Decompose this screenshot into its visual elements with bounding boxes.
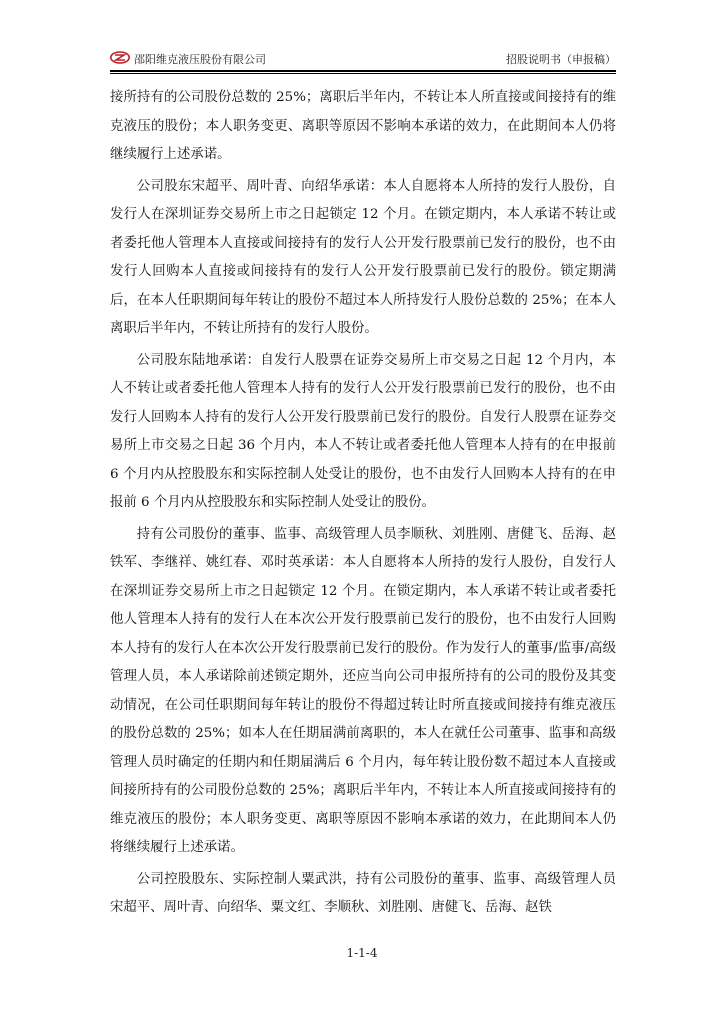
document-type: 招股说明书（申报稿） bbox=[506, 53, 616, 66]
document-body bbox=[110, 84, 616, 926]
header-divider bbox=[110, 70, 616, 72]
header-divider-thin bbox=[110, 73, 616, 74]
paragraph-ludi-commitment: 公司股东陆地承诺：自发行人股票在证券交易所上市交易之日起 12 个月内，本人不转让或者委托他人管理本人持有的发行人公开发行股票前已发行的股份，也不由发行人回购本人持有的发行人公开发行股票前已发行的股份。自发行人股票在证券交易所上市交易之日起 36 个月内，本人不转让或者委托他人管理本人持有的在申报前 6 个月内从控股股东和实际控制人处受让的股份，也不由发行人回购本人持有的在申报前 6 个月内从控股股东和实际控制人处受让的股份。 bbox=[110, 352, 616, 510]
paragraph-controlling-shareholder: 公司控股股东、实际控制人粟武洪，持有公司股份的董事、监事、高级管理人员宋超平、周叶青、向绍华、粟文红、李顺秋、刘胜刚、唐健飞、岳海、赵铁 bbox=[110, 871, 616, 915]
company-name: 邵阳维克液压股份有限公司 bbox=[134, 53, 266, 66]
paragraph-directors-commitment: 持有公司股份的董事、监事、高级管理人员李顺秋、刘胜刚、唐健飞、岳海、赵铁军、李继祥、姚红春、邓时英承诺：本人自愿将本人所持的发行人股份，自发行人在深圳证券交易所上市之日起锁定 12 个月。在锁定期内，本人承诺不转让或者委托他人管理本人持有的发行人在本次公开发行股票前已发行的股份，也不由发行人回购本人持有的发行人在本次公开发行股票前已发行的股份。作为发行人的董事/监事/高级管理人员，本人承诺除前述锁定期外，还应当向公司申报所持有的公司的股份及其变动情况，在公司任职期间每年转让的股份不得超过转让时所直接或间接持有维克液压的股份总数的 25%；如本人在任期届满前离职的，本人在就任公司董事、监事和高级管理人员时确定的任期内和任期届满后 6 个月内，每年转让股份数不超过本人直接或间接所持有的公司股份总数的 25%；离职后半年内，不转让本人所直接或间接持有的维克液压的股份；本人职务变更、离职等原因不影响本承诺的效力，在此期间本人仍将继续履行上述承诺。 bbox=[110, 526, 616, 855]
page-header bbox=[110, 46, 616, 70]
paragraph-shareholders-commitment: 公司股东宋超平、周叶青、向绍华承诺：本人自愿将本人所持的发行人股份，自发行人在深圳证券交易所上市之日起锁定 12 个月。在锁定期内，本人承诺不转让或者委托他人管理本人直接或间接持有的发行人公开发行股票前已发行的股份，也不由发行人回购本人直接或间接持有的发行人公开发行股票前已发行的股份。锁定期满后，在本人任职期间每年转让的股份不超过本人所持发行人股份总数的 25%；在本人离职后半年内，不转让所持有的发行人股份。 bbox=[110, 178, 616, 336]
paragraph-continued: 接所持有的公司股份总数的 25%；离职后半年内，不转让本人所直接或间接持有的维克液压的股份；本人职务变更、离职等原因不影响本承诺的效力，在此期间本人仍将继续履行上述承诺。 bbox=[110, 90, 616, 162]
company-logo-icon bbox=[110, 51, 130, 64]
page-number: 1-1-4 bbox=[346, 946, 378, 960]
